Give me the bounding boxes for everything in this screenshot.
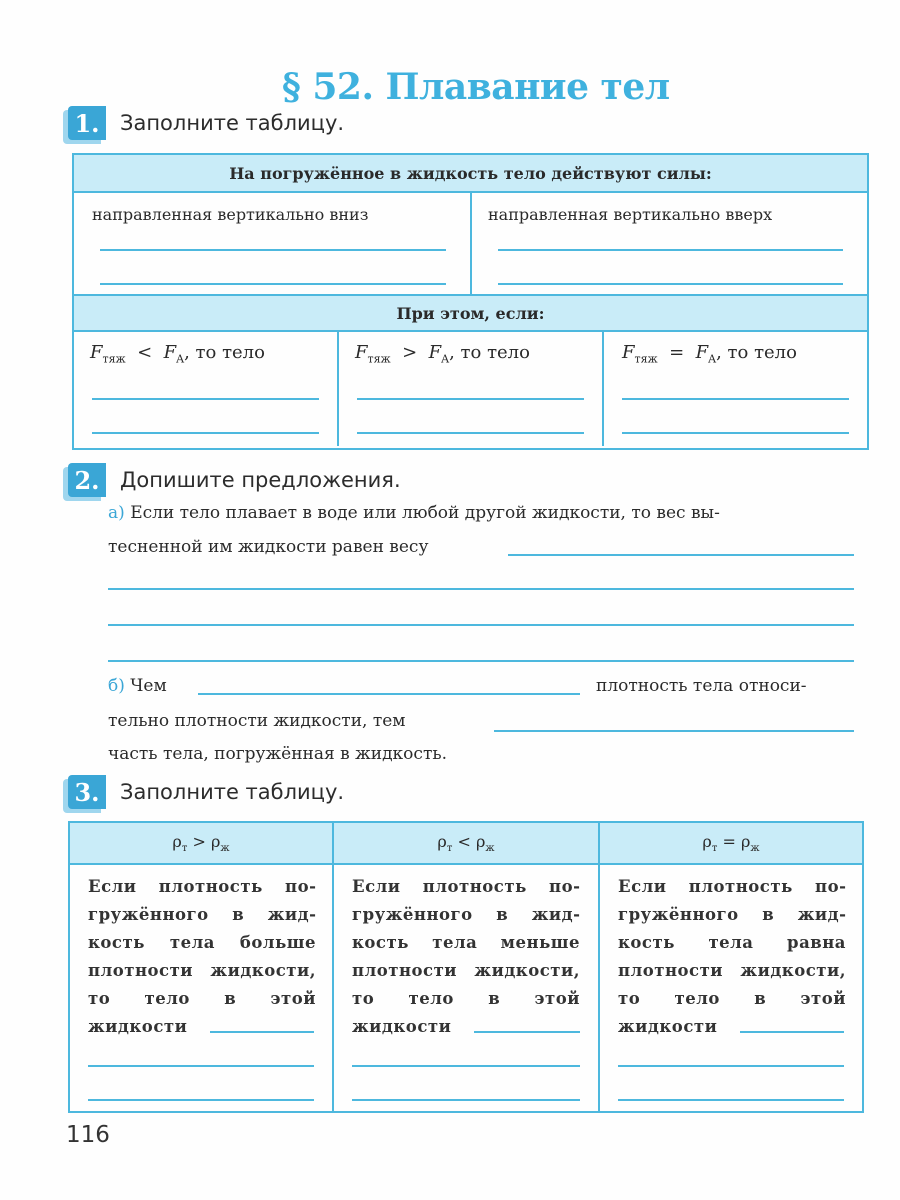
density-header-less bbox=[334, 823, 600, 863]
sentence-b-line2: тельно плотности жидкости, тем bbox=[108, 711, 406, 731]
condition-header: При этом, если: bbox=[74, 296, 867, 332]
condition-cell-greater bbox=[339, 332, 604, 446]
density-formula bbox=[437, 832, 494, 854]
answer-line[interactable] bbox=[210, 1031, 314, 1033]
density-cell-equal bbox=[600, 865, 862, 1111]
answer-line[interactable] bbox=[622, 398, 849, 400]
page-number: 116 bbox=[66, 1122, 110, 1148]
density-formula bbox=[172, 832, 229, 854]
answer-line[interactable] bbox=[352, 1099, 580, 1101]
rho-subscript: т bbox=[711, 843, 718, 855]
density-cell-less bbox=[334, 865, 600, 1111]
task-2-heading bbox=[68, 463, 401, 497]
task-3-heading bbox=[68, 775, 344, 809]
sentence-a-marker: а) bbox=[108, 503, 125, 523]
task-number-badge: 1. bbox=[68, 106, 106, 140]
formula-operator: = bbox=[669, 342, 685, 363]
answer-line[interactable] bbox=[474, 1031, 580, 1033]
answer-line[interactable] bbox=[352, 1065, 580, 1067]
sentence-a-text2: тесненной им жидкости равен весу bbox=[108, 537, 429, 557]
sentence-a-text1: Если тело плавает в воде или любой другой жидкости, то вес вы- bbox=[130, 503, 720, 523]
force-up-label: направленная вертикально вверх bbox=[488, 205, 773, 224]
section-title: § 52. Плавание тел bbox=[282, 66, 670, 108]
answer-line[interactable] bbox=[357, 398, 584, 400]
formula-tail: , то тело bbox=[716, 342, 797, 363]
sentence-b-word: Чем bbox=[130, 676, 167, 696]
condition-formula-equal bbox=[622, 342, 797, 366]
sentence-a-line1 bbox=[108, 502, 868, 524]
task-1-label: Заполните таблицу. bbox=[120, 111, 345, 135]
condition-cell-less bbox=[74, 332, 339, 446]
task-number-badge: 2. bbox=[68, 463, 106, 497]
answer-line[interactable] bbox=[88, 1099, 314, 1101]
sentence-b-tail1: плотность тела относи- bbox=[596, 676, 807, 696]
formula-operator: < bbox=[457, 831, 471, 851]
density-cell-greater bbox=[70, 865, 334, 1111]
density-body-row bbox=[70, 865, 862, 1111]
rho-symbol: ρ bbox=[475, 831, 486, 851]
density-formula bbox=[702, 832, 759, 854]
task-2-label: Допишите предложения. bbox=[120, 468, 401, 492]
answer-line[interactable] bbox=[508, 554, 854, 556]
forces-table-header: На погружённое в жидкость тело действуют силы: bbox=[74, 155, 867, 193]
formula-operator: = bbox=[722, 831, 736, 851]
answer-line[interactable] bbox=[618, 1099, 844, 1101]
answer-line[interactable] bbox=[498, 283, 843, 285]
forces-row bbox=[74, 193, 867, 296]
forces-table bbox=[72, 153, 869, 450]
condition-formula-less bbox=[90, 342, 265, 366]
conditions-row bbox=[74, 332, 867, 446]
formula-tail: , то тело bbox=[449, 342, 530, 363]
formula-operator: < bbox=[137, 342, 153, 363]
task-1-heading bbox=[68, 106, 344, 140]
answer-line[interactable] bbox=[198, 693, 580, 695]
answer-line[interactable] bbox=[622, 432, 849, 434]
rho-symbol: ρ bbox=[437, 831, 447, 851]
density-header-greater bbox=[70, 823, 334, 863]
answer-line[interactable] bbox=[108, 588, 854, 590]
task-3-label: Заполните таблицу. bbox=[120, 780, 345, 804]
answer-line[interactable] bbox=[92, 398, 319, 400]
answer-line[interactable] bbox=[357, 432, 584, 434]
force-down-cell bbox=[74, 193, 472, 294]
answer-line[interactable] bbox=[498, 249, 843, 251]
formula-subscript: тяж bbox=[634, 352, 658, 366]
rho-subscript: ж bbox=[485, 843, 495, 855]
formula-subscript: A bbox=[176, 352, 185, 366]
condition-formula-greater bbox=[355, 342, 530, 366]
force-down-label: направленная вертикально вниз bbox=[92, 205, 369, 224]
rho-symbol: ρ bbox=[702, 831, 712, 851]
answer-line[interactable] bbox=[92, 432, 319, 434]
force-up-cell bbox=[472, 193, 867, 294]
rho-subscript: т bbox=[181, 843, 188, 855]
density-text-equal: Если плотность погружённого в жидкость тела равна плотности жидкости, то тело в этой жидкости bbox=[618, 877, 846, 1036]
formula-symbol: F bbox=[355, 342, 368, 363]
answer-line[interactable] bbox=[100, 283, 446, 285]
rho-symbol: ρ bbox=[210, 831, 221, 851]
answer-line[interactable] bbox=[740, 1031, 844, 1033]
rho-subscript: т bbox=[446, 843, 453, 855]
formula-symbol: F bbox=[622, 342, 635, 363]
rho-subscript: ж bbox=[750, 843, 760, 855]
answer-line[interactable] bbox=[88, 1065, 314, 1067]
formula-symbol: F bbox=[163, 342, 177, 363]
formula-tail: , то тело bbox=[184, 342, 265, 363]
condition-cell-equal bbox=[604, 332, 867, 446]
answer-line[interactable] bbox=[494, 730, 854, 732]
density-table bbox=[68, 821, 864, 1113]
density-header-row bbox=[70, 823, 862, 865]
formula-subscript: тяж bbox=[102, 352, 126, 366]
rho-symbol: ρ bbox=[172, 831, 182, 851]
formula-operator: > bbox=[402, 342, 418, 363]
sentence-b-marker: б) bbox=[108, 676, 125, 696]
rho-symbol: ρ bbox=[740, 831, 751, 851]
formula-subscript: A bbox=[708, 352, 717, 366]
sentence-b-start bbox=[108, 675, 167, 697]
formula-operator: > bbox=[192, 831, 206, 851]
formula-symbol: F bbox=[695, 342, 709, 363]
formula-subscript: тяж bbox=[367, 352, 391, 366]
formula-symbol: F bbox=[428, 342, 442, 363]
sentence-b-line3: часть тела, погружённая в жидкость. bbox=[108, 744, 448, 764]
answer-line[interactable] bbox=[618, 1065, 844, 1067]
answer-line[interactable] bbox=[100, 249, 446, 251]
density-text-greater: Если плотность погружённого в жидкость тела больше плотности жидкости, то тело в этой жидкости bbox=[88, 877, 316, 1036]
rho-subscript: ж bbox=[220, 843, 230, 855]
density-header-equal bbox=[600, 823, 862, 863]
task-number-badge: 3. bbox=[68, 775, 106, 809]
density-text-less: Если плотность погружённого в жидкость тела меньше плотности жидкости, то тело в этой жидкости bbox=[352, 877, 580, 1036]
formula-symbol: F bbox=[90, 342, 103, 363]
formula-subscript: A bbox=[441, 352, 450, 366]
answer-line[interactable] bbox=[108, 660, 854, 662]
answer-line[interactable] bbox=[108, 624, 854, 626]
